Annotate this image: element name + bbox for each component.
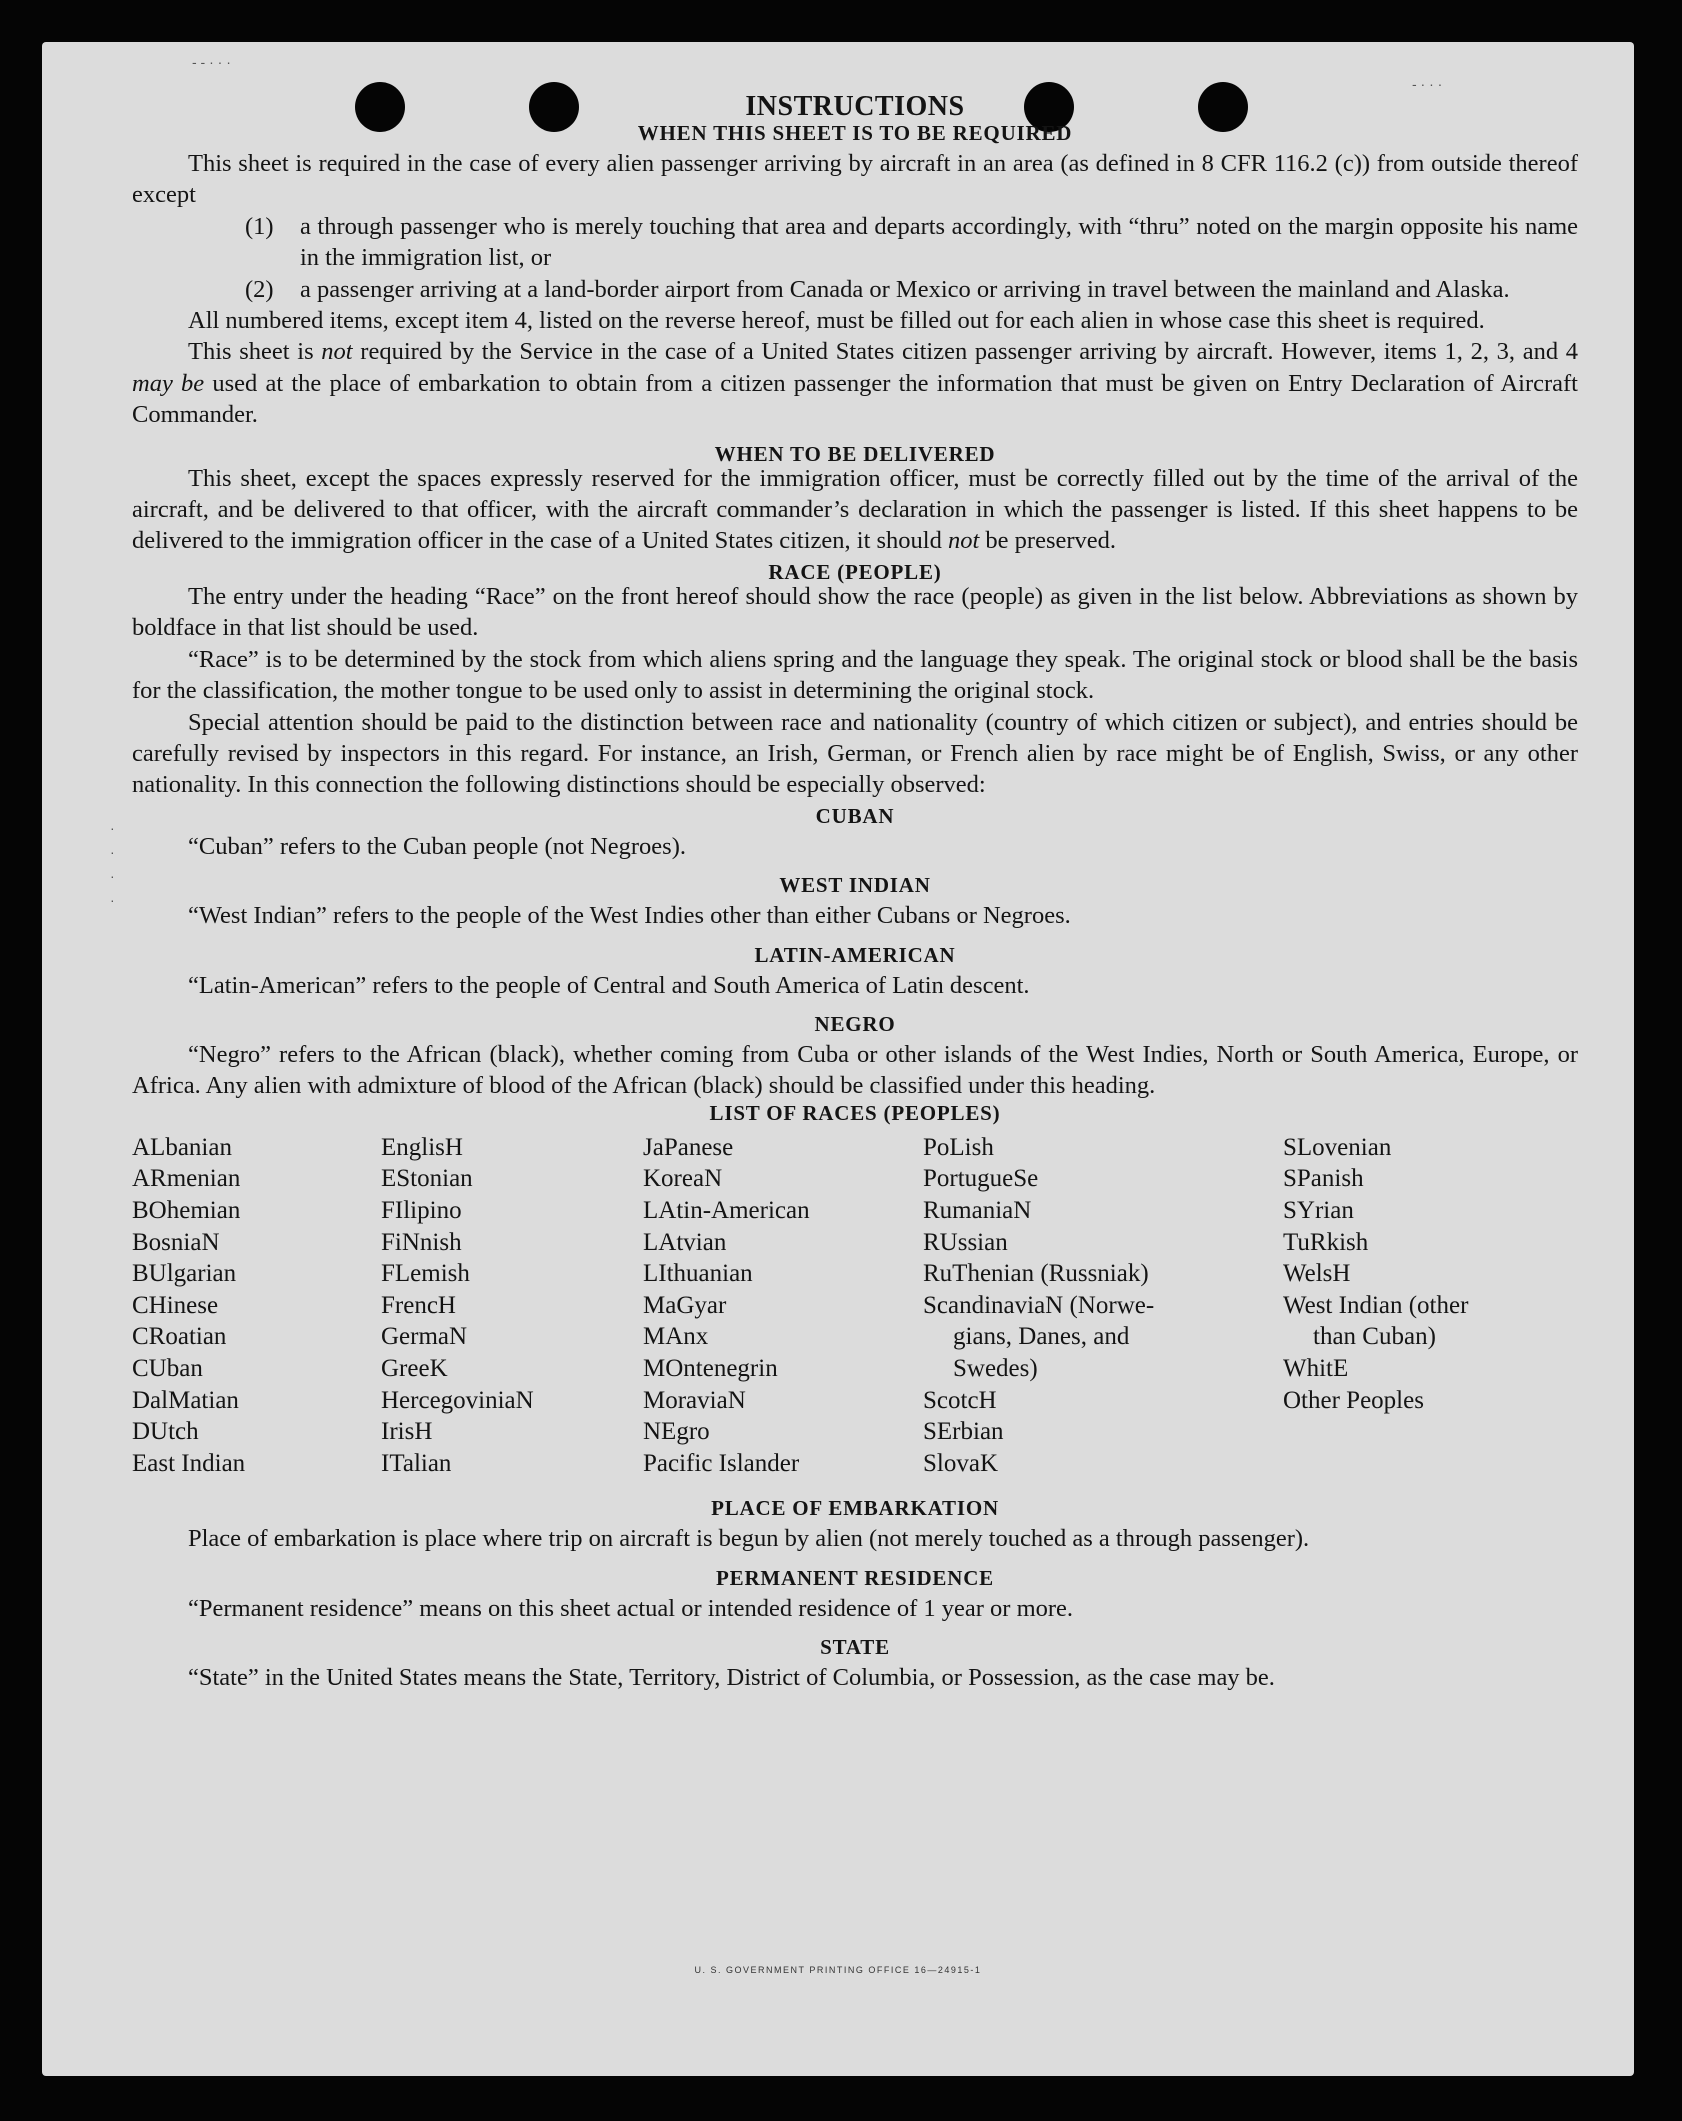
race-entry: FLemish [381,1260,470,1288]
instructions-body [132,90,1578,1694]
race-paragraph-1: The entry under the heading “Race” on the front hereof should show the race (people) as given in the list below. Abbreviations as shown by boldface in that list should be used. [132,582,1578,642]
scan-mark-right: ‐ · · · [1412,76,1443,92]
race-entry: HercegoviniaN [381,1386,534,1414]
race-entry: CRoatian [132,1323,227,1351]
races-column-1 [132,1132,381,1480]
exception-text-1: a through passenger who is merely touching that area and departs accordingly, with “thru” noted on the margin opposite his name in the immigration list, or [300,212,1578,272]
emphasis-not: not [321,338,353,366]
text-run: be preserved. [979,527,1117,555]
race-entry: MoraviaN [643,1386,746,1414]
race-entry: DUtch [132,1418,199,1446]
race-entry: FrencH [381,1291,456,1319]
race-entry: FIlipino [381,1196,462,1224]
race-entry: FiNnish [381,1228,462,1256]
race-entry: ALbanian [132,1133,232,1161]
race-entry: East Indian [132,1449,246,1477]
section-title-latin-american: LATIN-AMERICAN [754,942,956,967]
race-paragraph-3: Special attention should be paid to the distinction between race and nationality (country of which citizen or subject), and entries should be carefully revised by inspectors in this regard. For instance, an Irish, German, or French alien by race might be of English, Swiss, or any other nationality. In this connection the following distinctions should be especially observed: [132,708,1578,799]
required-paragraph-2: All numbered items, except item 4, listed on the reverse hereof, must be filled out for each alien in whose case this sheet is required. [188,307,1485,335]
race-paragraph-2: “Race” is to be determined by the stock from which aliens spring and the language they speak. The original stock or blood shall be the basis for the classification, the mother tongue to be used only to assist in determining the original stock. [132,645,1578,705]
race-entry: Other Peoples [1283,1386,1424,1414]
emphasis-not: not [947,527,980,555]
west-indian-text: “West Indian” refers to the people of the West Indies other than either Cubans or Negroes. [188,902,1071,930]
exception-text-2: a passenger arriving at a land-border airport from Canada or Mexico or arriving in travel between the mainland and Alaska. [300,275,1510,303]
section-title-state: STATE [820,1635,890,1660]
section-title-cuban: CUBAN [815,803,895,828]
negro-text: “Negro” refers to the African (black), whether coming from Cuba or other islands of the West Indies, North or South America, Europe, or Africa. Any alien with admixture of blood of the African (black) should be classified under this heading. [132,1040,1578,1100]
residence-text: “Permanent residence” means on this sheet actual or intended residence of 1 year or more. [188,1594,1074,1622]
races-column-2 [381,1132,643,1480]
latin-american-text: “Latin-American” refers to the people of Central and South America of Latin descent. [188,971,1030,999]
page-title: INSTRUCTIONS [745,91,965,122]
exception-number-1: (1) [245,212,274,240]
races-list [132,1132,1578,1480]
race-entry: MOntenegrin [643,1354,778,1382]
race-entry: Swedes) [953,1354,1038,1382]
section-title-west-indian: WEST INDIAN [779,873,931,898]
race-entry: PoLish [923,1133,994,1161]
section-title-required: WHEN THIS SHEET IS TO BE REQUIRED [637,121,1073,145]
exception-item-2 [245,274,1578,305]
race-entry: LAtvian [643,1228,727,1256]
race-entry: WhitE [1283,1354,1349,1382]
scan-mark-top: ‐ ‐ · · · [192,54,231,70]
races-column-3 [643,1132,923,1480]
text-run: used at the place of embarkation to obtain from a citizen passenger the information that must be given on Entry Declaration of Aircraft Commander. [132,369,1578,429]
race-entry: LIthuanian [643,1260,753,1288]
section-title-races-list: LIST OF RACES (PEOPLES) [709,1100,1001,1125]
race-entry: ITalian [381,1449,452,1477]
races-column-4 [923,1132,1283,1480]
race-entry: TuRkish [1283,1228,1369,1256]
race-entry: West Indian (other [1283,1291,1469,1319]
state-text: “State” in the United States means the State, Territory, District of Columbia, or Possession, as the case may be. [188,1664,1275,1692]
race-entry: BUlgarian [132,1260,237,1288]
race-entry: IrisH [381,1418,433,1446]
race-entry: CUban [132,1354,203,1382]
race-entry: BosniaN [132,1228,220,1256]
race-entry: SErbian [923,1418,1004,1446]
delivered-paragraph [132,463,1578,557]
printer-imprint: U. S. GOVERNMENT PRINTING OFFICE 16—24915-1 [694,1965,982,1975]
race-entry: RumaniaN [923,1196,1032,1224]
race-entry: SYrian [1283,1196,1354,1224]
section-title-embarkation: PLACE OF EMBARKATION [711,1496,999,1521]
race-entry: WelsH [1283,1260,1351,1288]
exception-item-1 [245,211,1578,274]
race-entry: gians, Danes, and [953,1323,1130,1351]
race-entry: EnglisH [381,1133,463,1161]
section-title-race: RACE (PEOPLE) [768,559,942,584]
race-entry: JaPanese [643,1133,734,1161]
race-entry: NEgro [643,1418,710,1446]
race-entry: PortugueSe [923,1165,1039,1193]
section-title-residence: PERMANENT RESIDENCE [716,1565,994,1590]
document-page [42,42,1634,2076]
text-run: This sheet, except the spaces expressly reserved for the immigration officer, must be correctly filled out by the time of the arrival of the aircraft, and be delivered to that officer, with the aircraft commander’s declaration in which the passenger is listed. If this sheet happens to be delivered to the immigration officer in the case of a United States citizen, it should [132,464,1578,555]
scan-mark-left: · · · · [110,820,115,908]
required-paragraph-1: This sheet is required in the case of every alien passenger arriving by aircraft in an area (as defined in 8 CFR 116.2 (c)) from outside thereof except [132,150,1578,209]
text-run: This sheet is [188,338,322,366]
race-entry: Pacific Islander [643,1449,800,1477]
race-entry: MaGyar [643,1291,727,1319]
race-entry: than Cuban) [1313,1323,1436,1351]
race-entry: GreeK [381,1354,448,1382]
race-entry: SlovaK [923,1449,998,1477]
race-entry: DalMatian [132,1386,239,1414]
emphasis-may-be: may be [132,369,205,397]
races-column-5 [1283,1132,1578,1480]
race-entry: ARmenian [132,1165,241,1193]
exception-number-2: (2) [245,275,274,303]
race-entry: KoreaN [643,1165,723,1193]
race-entry: MAnx [643,1323,709,1351]
race-entry: CHinese [132,1291,219,1319]
race-entry: ScandinaviaN (Norwe- [923,1291,1155,1319]
race-entry: LAtin-American [643,1196,810,1224]
required-paragraph-3 [132,336,1578,430]
race-entry: EStonian [381,1165,473,1193]
section-title-delivered: WHEN TO BE DELIVERED [714,441,996,466]
race-entry: RuThenian (Russniak) [923,1260,1149,1288]
section-title-negro: NEGRO [814,1011,896,1036]
race-entry: ScotcH [923,1386,997,1414]
race-entry: SPanish [1283,1165,1364,1193]
race-entry: GermaN [381,1323,468,1351]
text-run: required by the Service in the case of a United States citizen passenger arriving by aircraft. However, items 1, 2, 3, and 4 [352,338,1579,366]
race-entry: SLovenian [1283,1133,1392,1161]
embarkation-text: Place of embarkation is place where trip on aircraft is begun by alien (not merely touched as a through passenger). [188,1525,1310,1553]
race-entry: BOhemian [132,1196,241,1224]
race-entry: RUssian [923,1228,1008,1256]
cuban-text: “Cuban” refers to the Cuban people (not Negroes). [188,832,686,860]
